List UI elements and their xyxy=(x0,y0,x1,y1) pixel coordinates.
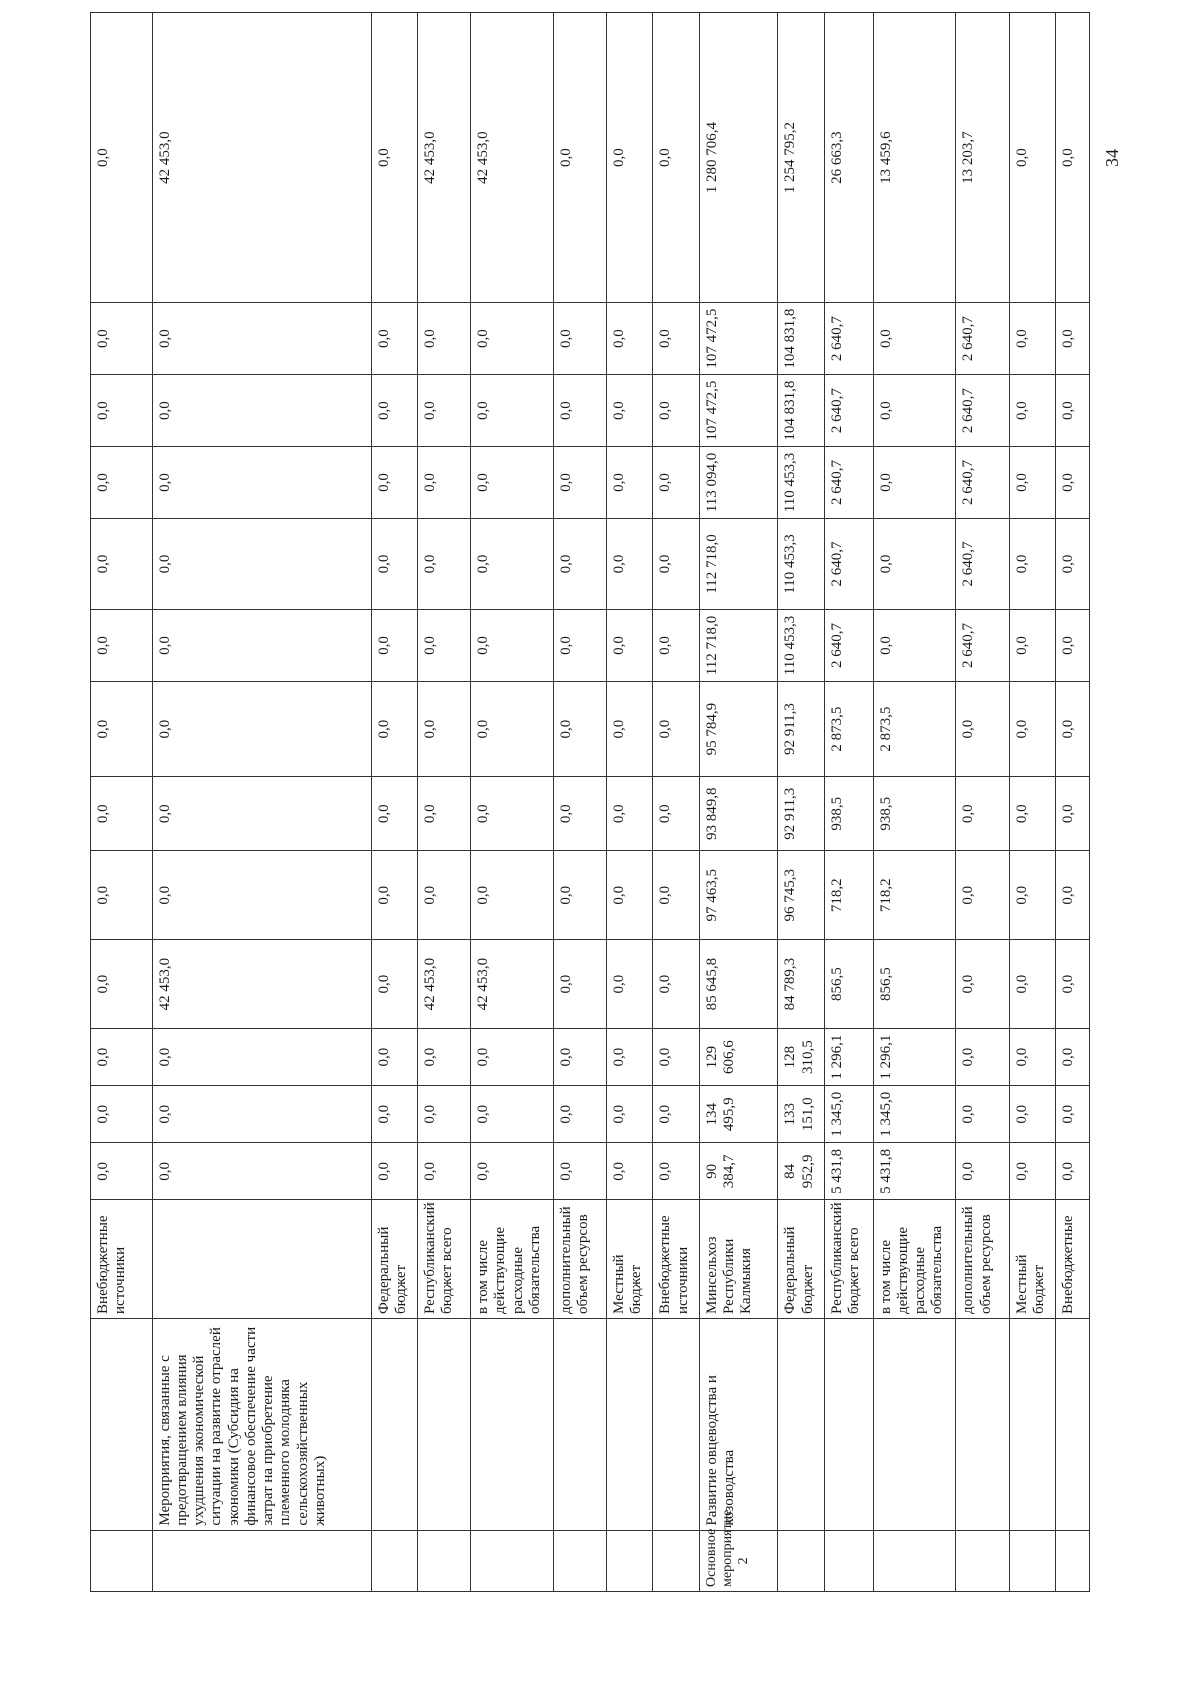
funding-source-cell: Республиканский бюджет всего xyxy=(824,1200,873,1319)
value-cell: 42 453,0 xyxy=(471,13,554,303)
value-cell: 0,0 xyxy=(956,1143,1009,1200)
value-cell: 0,0 xyxy=(471,375,554,447)
value-cell: 0,0 xyxy=(91,609,153,681)
value-cell: 0,0 xyxy=(1009,13,1055,303)
value-cell: 1 296,1 xyxy=(824,1029,873,1086)
value-cell: 938,5 xyxy=(873,777,956,851)
value-cell: 13 203,7 xyxy=(956,13,1009,303)
value-cell: 110 453,3 xyxy=(778,518,824,609)
table-row xyxy=(824,13,873,1592)
value-cell: 2 640,7 xyxy=(824,609,873,681)
value-cell: 0,0 xyxy=(471,1143,554,1200)
value-cell: 128 310,5 xyxy=(778,1029,824,1086)
value-cell: 1 280 706,4 xyxy=(699,13,778,303)
value-cell: 0,0 xyxy=(371,1086,417,1143)
value-cell: 84 789,3 xyxy=(778,940,824,1029)
table-row xyxy=(699,13,778,1592)
value-cell: 0,0 xyxy=(1055,13,1089,303)
value-cell: 42 453,0 xyxy=(152,13,371,303)
value-cell: 0,0 xyxy=(91,518,153,609)
value-cell: 0,0 xyxy=(1055,303,1089,375)
funding-source-cell: Федеральный бюджет xyxy=(371,1200,417,1319)
page-number: 34 xyxy=(1102,149,1122,167)
value-cell: 0,0 xyxy=(554,375,607,447)
value-cell: 0,0 xyxy=(417,518,470,609)
value-cell: 0,0 xyxy=(873,518,956,609)
funding-source-cell: Внебюджетные источники xyxy=(91,1200,153,1319)
program-cell xyxy=(653,1530,699,1591)
value-cell: 0,0 xyxy=(471,518,554,609)
value-cell: 0,0 xyxy=(554,447,607,519)
value-cell: 0,0 xyxy=(91,447,153,519)
value-cell: 0,0 xyxy=(554,1086,607,1143)
value-cell: 0,0 xyxy=(554,1029,607,1086)
value-cell: 0,0 xyxy=(607,851,653,940)
value-cell: 0,0 xyxy=(1055,1029,1089,1086)
table-row xyxy=(152,13,371,1592)
value-cell: 1 345,0 xyxy=(824,1086,873,1143)
event-name-cell xyxy=(371,1318,417,1530)
program-cell xyxy=(471,1530,554,1591)
value-cell: 129 606,6 xyxy=(699,1029,778,1086)
value-cell: 0,0 xyxy=(607,13,653,303)
funding-source-cell: в том числе действующие расходные обязательства xyxy=(471,1200,554,1319)
value-cell: 0,0 xyxy=(1009,1029,1055,1086)
value-cell: 0,0 xyxy=(607,447,653,519)
program-cell xyxy=(873,1530,956,1591)
value-cell: 0,0 xyxy=(471,609,554,681)
value-cell: 1 296,1 xyxy=(873,1029,956,1086)
value-cell: 0,0 xyxy=(471,777,554,851)
value-cell: 0,0 xyxy=(1009,940,1055,1029)
value-cell: 0,0 xyxy=(371,375,417,447)
value-cell: 0,0 xyxy=(91,777,153,851)
funding-source-cell: Внебюджетные источники xyxy=(653,1200,699,1319)
value-cell: 718,2 xyxy=(824,851,873,940)
value-cell: 2 640,7 xyxy=(956,303,1009,375)
value-cell: 107 472,5 xyxy=(699,375,778,447)
value-cell: 0,0 xyxy=(152,375,371,447)
value-cell: 0,0 xyxy=(956,1086,1009,1143)
program-cell: Основное мероприятие 2 xyxy=(699,1530,778,1591)
value-cell: 0,0 xyxy=(873,609,956,681)
value-cell: 96 745,3 xyxy=(778,851,824,940)
funding-source-cell: Местный бюджет xyxy=(607,1200,653,1319)
value-cell: 0,0 xyxy=(554,1143,607,1200)
event-name-cell xyxy=(653,1318,699,1530)
value-cell: 0,0 xyxy=(653,303,699,375)
value-cell: 93 849,8 xyxy=(699,777,778,851)
event-name-cell: Мероприятия, связанные с предотвращением влияния ухудшения экономической ситуации на развитие отраслей экономики (Субсидия на финансовое обеспечение части затрат на приобретение племенного молодняка сельскохозяйственных животных) xyxy=(152,1318,371,1530)
value-cell: 2 640,7 xyxy=(956,609,1009,681)
value-cell: 0,0 xyxy=(1009,681,1055,776)
table-row xyxy=(554,13,607,1592)
value-cell: 0,0 xyxy=(471,1086,554,1143)
value-cell: 2 640,7 xyxy=(824,518,873,609)
value-cell: 0,0 xyxy=(91,1086,153,1143)
value-cell: 0,0 xyxy=(152,518,371,609)
value-cell: 134 495,9 xyxy=(699,1086,778,1143)
value-cell: 0,0 xyxy=(653,1086,699,1143)
table-row xyxy=(607,13,653,1592)
program-cell xyxy=(417,1530,470,1591)
value-cell: 0,0 xyxy=(1055,1086,1089,1143)
value-cell: 0,0 xyxy=(1055,1143,1089,1200)
value-cell: 0,0 xyxy=(152,303,371,375)
table-row xyxy=(371,13,417,1592)
value-cell: 0,0 xyxy=(653,851,699,940)
value-cell: 0,0 xyxy=(417,375,470,447)
value-cell: 0,0 xyxy=(554,609,607,681)
event-name-cell: Развитие овцеводства и козоводства xyxy=(699,1318,778,1530)
value-cell: 0,0 xyxy=(417,303,470,375)
value-cell: 0,0 xyxy=(956,681,1009,776)
program-cell xyxy=(1009,1530,1055,1591)
value-cell: 0,0 xyxy=(417,851,470,940)
value-cell: 0,0 xyxy=(1055,518,1089,609)
value-cell: 0,0 xyxy=(607,518,653,609)
value-cell: 2 640,7 xyxy=(956,447,1009,519)
value-cell: 2 640,7 xyxy=(824,447,873,519)
rotated-page xyxy=(90,12,1090,1592)
value-cell: 2 640,7 xyxy=(824,303,873,375)
value-cell: 92 911,3 xyxy=(778,777,824,851)
value-cell: 84 952,9 xyxy=(778,1143,824,1200)
event-name-cell xyxy=(554,1318,607,1530)
value-cell: 0,0 xyxy=(607,609,653,681)
value-cell: 0,0 xyxy=(607,940,653,1029)
table-row xyxy=(956,13,1009,1592)
event-name-cell xyxy=(1009,1318,1055,1530)
value-cell: 0,0 xyxy=(417,1143,470,1200)
value-cell: 0,0 xyxy=(371,1143,417,1200)
program-cell xyxy=(554,1530,607,1591)
event-name-cell xyxy=(778,1318,824,1530)
value-cell: 0,0 xyxy=(371,851,417,940)
program-cell xyxy=(1055,1530,1089,1591)
value-cell: 0,0 xyxy=(607,303,653,375)
value-cell: 0,0 xyxy=(554,13,607,303)
value-cell: 0,0 xyxy=(471,1029,554,1086)
value-cell: 0,0 xyxy=(1009,1143,1055,1200)
value-cell: 0,0 xyxy=(956,1029,1009,1086)
value-cell: 0,0 xyxy=(607,777,653,851)
value-cell: 104 831,8 xyxy=(778,375,824,447)
table-row xyxy=(417,13,470,1592)
table-row xyxy=(1055,13,1089,1592)
value-cell: 938,5 xyxy=(824,777,873,851)
value-cell: 0,0 xyxy=(91,13,153,303)
event-name-cell xyxy=(873,1318,956,1530)
value-cell: 107 472,5 xyxy=(699,303,778,375)
value-cell: 0,0 xyxy=(653,447,699,519)
table-row xyxy=(91,13,153,1592)
value-cell: 0,0 xyxy=(152,447,371,519)
value-cell: 0,0 xyxy=(1055,940,1089,1029)
value-cell: 0,0 xyxy=(91,375,153,447)
value-cell: 5 431,8 xyxy=(873,1143,956,1200)
value-cell: 0,0 xyxy=(1055,777,1089,851)
value-cell: 0,0 xyxy=(607,1029,653,1086)
value-cell: 0,0 xyxy=(607,681,653,776)
value-cell: 110 453,3 xyxy=(778,447,824,519)
value-cell: 2 873,5 xyxy=(824,681,873,776)
event-name-cell xyxy=(956,1318,1009,1530)
value-cell: 92 911,3 xyxy=(778,681,824,776)
value-cell: 0,0 xyxy=(152,1029,371,1086)
value-cell: 0,0 xyxy=(371,447,417,519)
value-cell: 0,0 xyxy=(417,1086,470,1143)
value-cell: 0,0 xyxy=(371,518,417,609)
value-cell: 0,0 xyxy=(653,777,699,851)
funding-source-cell: Федеральный бюджет xyxy=(778,1200,824,1319)
value-cell: 0,0 xyxy=(1055,609,1089,681)
value-cell: 0,0 xyxy=(417,609,470,681)
program-cell xyxy=(778,1530,824,1591)
event-name-cell xyxy=(607,1318,653,1530)
value-cell: 0,0 xyxy=(152,851,371,940)
funding-source-cell: Местный бюджет xyxy=(1009,1200,1055,1319)
value-cell: 856,5 xyxy=(824,940,873,1029)
event-name-cell xyxy=(1055,1318,1089,1530)
value-cell: 0,0 xyxy=(152,1143,371,1200)
value-cell: 0,0 xyxy=(956,940,1009,1029)
value-cell: 0,0 xyxy=(1009,609,1055,681)
value-cell: 0,0 xyxy=(653,518,699,609)
value-cell: 2 640,7 xyxy=(956,375,1009,447)
value-cell: 0,0 xyxy=(956,851,1009,940)
value-cell: 0,0 xyxy=(873,375,956,447)
value-cell: 5 431,8 xyxy=(824,1143,873,1200)
value-cell: 0,0 xyxy=(1009,303,1055,375)
value-cell: 0,0 xyxy=(873,447,956,519)
value-cell: 1 254 795,2 xyxy=(778,13,824,303)
program-cell xyxy=(607,1530,653,1591)
value-cell: 97 463,5 xyxy=(699,851,778,940)
value-cell: 0,0 xyxy=(91,1029,153,1086)
value-cell: 2 640,7 xyxy=(824,375,873,447)
funding-source-cell: Республиканский бюджет всего xyxy=(417,1200,470,1319)
value-cell: 0,0 xyxy=(1009,1086,1055,1143)
value-cell: 718,2 xyxy=(873,851,956,940)
value-cell: 95 784,9 xyxy=(699,681,778,776)
value-cell: 0,0 xyxy=(607,375,653,447)
value-cell: 0,0 xyxy=(554,777,607,851)
table-row xyxy=(653,13,699,1592)
value-cell: 0,0 xyxy=(471,851,554,940)
value-cell: 0,0 xyxy=(371,13,417,303)
value-cell: 0,0 xyxy=(653,940,699,1029)
value-cell: 0,0 xyxy=(607,1143,653,1200)
program-cell xyxy=(956,1530,1009,1591)
table-body xyxy=(91,13,1090,1592)
value-cell: 0,0 xyxy=(152,681,371,776)
value-cell: 0,0 xyxy=(873,303,956,375)
value-cell: 0,0 xyxy=(554,518,607,609)
program-cell xyxy=(371,1530,417,1591)
value-cell: 133 151,0 xyxy=(778,1086,824,1143)
value-cell: 0,0 xyxy=(417,1029,470,1086)
table-row xyxy=(1009,13,1055,1592)
value-cell: 0,0 xyxy=(554,681,607,776)
value-cell: 0,0 xyxy=(653,13,699,303)
value-cell: 0,0 xyxy=(371,303,417,375)
value-cell: 0,0 xyxy=(371,609,417,681)
value-cell: 0,0 xyxy=(152,777,371,851)
value-cell: 0,0 xyxy=(91,851,153,940)
value-cell: 0,0 xyxy=(1009,777,1055,851)
value-cell: 90 384,7 xyxy=(699,1143,778,1200)
event-name-cell xyxy=(824,1318,873,1530)
value-cell: 0,0 xyxy=(554,851,607,940)
value-cell: 26 663,3 xyxy=(824,13,873,303)
funding-source-cell: в том числе действующие расходные обязательства xyxy=(873,1200,956,1319)
value-cell: 0,0 xyxy=(417,447,470,519)
value-cell: 0,0 xyxy=(152,1086,371,1143)
value-cell: 0,0 xyxy=(1055,681,1089,776)
value-cell: 0,0 xyxy=(371,777,417,851)
value-cell: 42 453,0 xyxy=(152,940,371,1029)
value-cell: 0,0 xyxy=(371,1029,417,1086)
funding-source-cell: дополнительный объем ресурсов xyxy=(956,1200,1009,1319)
value-cell: 0,0 xyxy=(554,940,607,1029)
value-cell: 112 718,0 xyxy=(699,518,778,609)
funding-source-cell xyxy=(152,1200,371,1319)
program-cell xyxy=(824,1530,873,1591)
table-row xyxy=(471,13,554,1592)
value-cell: 0,0 xyxy=(653,375,699,447)
value-cell: 0,0 xyxy=(653,1029,699,1086)
value-cell: 0,0 xyxy=(554,303,607,375)
event-name-cell xyxy=(91,1318,153,1530)
value-cell: 0,0 xyxy=(1055,851,1089,940)
value-cell: 0,0 xyxy=(91,1143,153,1200)
value-cell: 113 094,0 xyxy=(699,447,778,519)
value-cell: 0,0 xyxy=(371,940,417,1029)
value-cell: 85 645,8 xyxy=(699,940,778,1029)
value-cell: 0,0 xyxy=(91,681,153,776)
funding-source-cell: Внебюджетные xyxy=(1055,1200,1089,1319)
table-row xyxy=(873,13,956,1592)
value-cell: 42 453,0 xyxy=(471,940,554,1029)
value-cell: 0,0 xyxy=(1009,375,1055,447)
value-cell: 112 718,0 xyxy=(699,609,778,681)
value-cell: 13 459,6 xyxy=(873,13,956,303)
value-cell: 0,0 xyxy=(1009,447,1055,519)
value-cell: 0,0 xyxy=(1009,518,1055,609)
value-cell: 0,0 xyxy=(607,1086,653,1143)
value-cell: 0,0 xyxy=(653,681,699,776)
table-row xyxy=(778,13,824,1592)
value-cell: 0,0 xyxy=(956,777,1009,851)
value-cell: 110 453,3 xyxy=(778,609,824,681)
value-cell: 0,0 xyxy=(471,447,554,519)
value-cell: 0,0 xyxy=(417,681,470,776)
program-cell xyxy=(91,1530,153,1591)
funding-source-cell: Минсельхоз Республики Калмыкия xyxy=(699,1200,778,1319)
value-cell: 0,0 xyxy=(471,681,554,776)
value-cell: 42 453,0 xyxy=(417,13,470,303)
value-cell: 0,0 xyxy=(91,940,153,1029)
value-cell: 0,0 xyxy=(653,1143,699,1200)
value-cell: 0,0 xyxy=(1009,851,1055,940)
funding-source-cell: дополнительный объем ресурсов xyxy=(554,1200,607,1319)
value-cell: 2 640,7 xyxy=(956,518,1009,609)
value-cell: 42 453,0 xyxy=(417,940,470,1029)
budget-table xyxy=(90,12,1090,1592)
value-cell: 856,5 xyxy=(873,940,956,1029)
program-cell xyxy=(152,1530,371,1591)
value-cell: 0,0 xyxy=(1055,375,1089,447)
value-cell: 0,0 xyxy=(91,303,153,375)
value-cell: 1 345,0 xyxy=(873,1086,956,1143)
event-name-cell xyxy=(471,1318,554,1530)
value-cell: 0,0 xyxy=(471,303,554,375)
value-cell: 0,0 xyxy=(653,609,699,681)
value-cell: 0,0 xyxy=(417,777,470,851)
value-cell: 2 873,5 xyxy=(873,681,956,776)
value-cell: 0,0 xyxy=(152,609,371,681)
value-cell: 0,0 xyxy=(1055,447,1089,519)
event-name-cell xyxy=(417,1318,470,1530)
value-cell: 0,0 xyxy=(371,681,417,776)
value-cell: 104 831,8 xyxy=(778,303,824,375)
